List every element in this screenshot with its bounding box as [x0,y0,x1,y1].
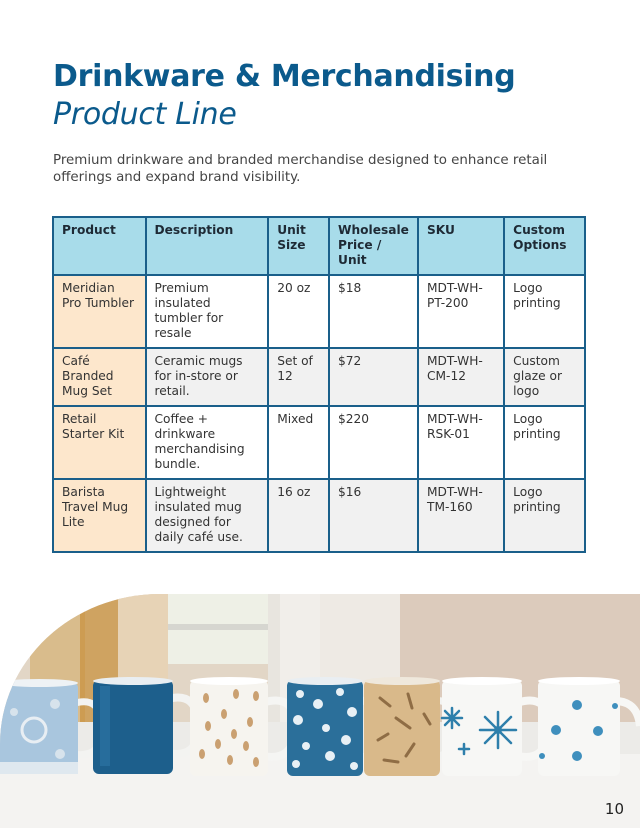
header-unit-size: Unit Size [268,217,329,275]
cell-price: $18 [329,275,418,348]
cell-product: Meridian Pro Tumbler [53,275,146,348]
cell-description: Lightweight insulated mug designed for daily café use. [146,479,269,552]
cell-product: Retail Starter Kit [53,406,146,479]
page-subtitle: Product Line [53,97,237,132]
cell-unit-size: 16 oz [268,479,329,552]
cell-unit-size: 20 oz [268,275,329,348]
cell-price: $16 [329,479,418,552]
header-wholesale-price: Wholesale Price / Unit [329,217,418,275]
cell-product: Café Branded Mug Set [53,348,146,406]
product-table-container [52,216,586,553]
page-header [53,58,613,134]
header-description: Description [146,217,269,275]
cell-custom-options: Logo printing [504,479,585,552]
product-table [52,216,586,553]
cell-unit-size: Set of 12 [268,348,329,406]
header-custom-options: Custom Options [504,217,585,275]
mugs-illustration [0,594,640,828]
cell-price: $220 [329,406,418,479]
cell-custom-options: Custom glaze or logo [504,348,585,406]
cell-custom-options: Logo printing [504,406,585,479]
header-product: Product [53,217,146,275]
cell-description: Ceramic mugs for in-store or retail. [146,348,269,406]
cell-custom-options: Logo printing [504,275,585,348]
cell-product: Barista Travel Mug Lite [53,479,146,552]
cell-unit-size: Mixed [268,406,329,479]
intro-paragraph: Premium drinkware and branded merchandise designed to enhance retail offerings and expand brand visibility. [53,153,548,185]
page-number: 10 [604,800,624,818]
table-header-row [53,217,585,275]
table-row [53,479,585,552]
cell-sku: MDT-WH-PT-200 [418,275,504,348]
mugs-photo [0,594,640,828]
cell-sku: MDT-WH-CM-12 [418,348,504,406]
cell-description: Coffee + drinkware merchandising bundle. [146,406,269,479]
table-row [53,348,585,406]
table-row [53,275,585,348]
table-row [53,406,585,479]
cell-sku: MDT-WH-TM-160 [418,479,504,552]
cell-description: Premium insulated tumbler for resale [146,275,269,348]
header-sku: SKU [418,217,504,275]
cell-sku: MDT-WH-RSK-01 [418,406,504,479]
page-title: Drinkware & Merchandising [53,59,516,94]
cell-price: $72 [329,348,418,406]
